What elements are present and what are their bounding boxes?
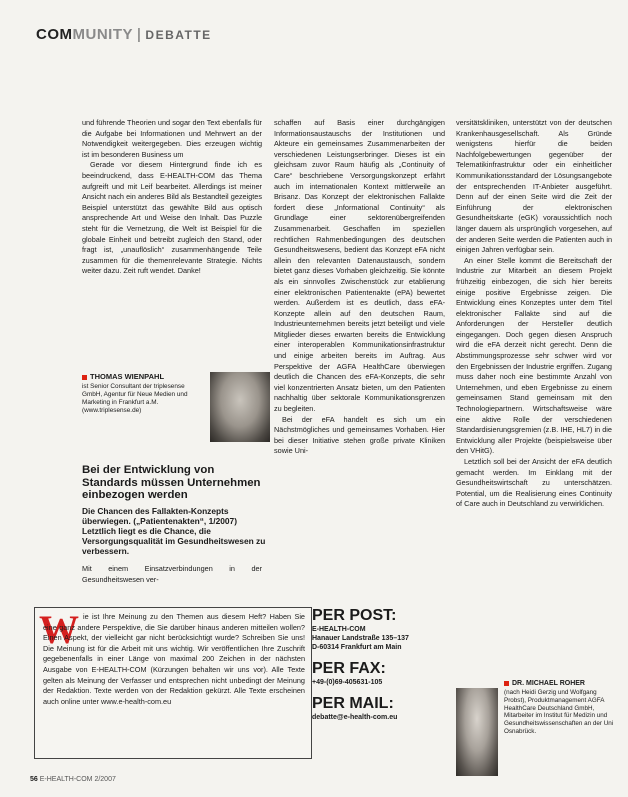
author-card-2 [456, 680, 616, 780]
author-card-1 [82, 372, 272, 442]
col3-paragraph: Letztlich soll bei der Ansicht der eFA deutlich gemacht werden. Im Einklang mit der Gesundheitswirtschaft zu unterschätzen. Potential, um die Realisierung eines Continuity of Care auch in Deutschland zu verwirklichen. [456, 457, 612, 509]
page-number: 56 [30, 776, 38, 783]
spacer [312, 652, 452, 660]
header-word-dark: COM [36, 26, 73, 43]
letter-headline: Bei der Entwicklung von Standards müssen Unternehmen einbezogen werden [82, 464, 261, 501]
col1-paragraph: und führende Theorien und sogar den Text ebenfalls für die Aufgabe bei Informationen und Mehrwert an der Notwendigkeit weitergegeben. Dies erzeugen wichtig ist im besonderen Business um [82, 118, 262, 159]
author-2-name: DR. MICHAEL ROHER [512, 680, 585, 687]
magazine-name: E-HEALTH-COM 2/2007 [39, 776, 116, 783]
letter-lead: Die Chancen des Fallakten-Konzepts überwiegen. („Patientenakten“, 1/2007) Letztlich liegt es die Chance, die Versorgungsqualität im Gesundheitswesen zu verbessern. [82, 505, 266, 557]
col2-paragraph: Bei der eFA handelt es sich um ein Nächstmögliches und gemeinsames Vorhaben. Hier bei dieser Initiative stehen große private Kliniken sowie Uni- [274, 414, 445, 456]
article-column-1 [82, 118, 262, 366]
author-1-bio: ist Senior Consultant der triplesense GmbH, Agentur für Neue Medien und Marketing in Frankfurt a.M. (www.triplesense.de) [82, 383, 188, 414]
author-1-name: THOMAS WIENPAHL [90, 372, 165, 381]
drop-cap: W [39, 607, 79, 652]
author-1-photo [210, 372, 270, 442]
header-word-grey: MUNITY [72, 26, 133, 43]
post-line: E-HEALTH-COM [312, 626, 366, 633]
mail-address[interactable]: debatte@e-health-com.eu [312, 714, 398, 721]
post-title: PER POST: [312, 607, 397, 624]
article-column-1-continued [82, 564, 262, 588]
page-footer [30, 776, 116, 783]
red-square-icon [82, 375, 87, 380]
reader-call-text: ie ist Ihre Meinung zu den Themen aus diesem Heft? Haben Sie eine ganz andere Perspektive, die Sie darüber hinaus anderen mitteilen wollen? Einen Aspekt, der vielleicht gar nicht berücksichtigt wurde? Schreiben Sie uns! Die Meinung ist für die Arbeit mit uns wichtig. Wir veröffentlichen Ihre Zuschrift gegebenenfalls in einer Länge von maximal 200 Zeichen in der nächsten Ausgabe von E-HEALTH-COM (Kürzungen behalten wir uns vor). Alle Texte gelten als Meinung der Verfasser und entsprechen nicht unbedingt der Meinung der Redaktion. Texte werden von der Redaktion gekürzt. Alle Texte erscheinen auch online unter www.e-health-com.eu [43, 612, 305, 706]
col3-paragraph: versitätskliniken, unterstützt von der deutschen Krankenhausgesellschaft. Als Gründe wenigstens hierfür die beiden Nachfolgebewertungen gegenüber der Telematikinfrastruktur oder ein einheitlicher Kommunikationsstandard der Lösungsangebote der entsprechenden IT-Anbieter ausgeführt. Denn auf der einen Seite wird die Zeit der Einführung der elektronischen Gesundheitskarte (eGK) voraussichtlich noch länger dauern als ursprünglich vorgesehen, auf der anderen Seite werden die Patienten auch in einigen Jahren verfügbar sein. [456, 118, 612, 255]
author-2-name-row [504, 680, 585, 687]
col3-paragraph: An einer Stelle kommt die Bereitschaft der Industrie zur Mitarbeit an diesem Projekt frühzeitig einbezogen, die sich hier bereits einige positive Ergebnisse zeigen. Die Entwicklung eines Konzeptes unter dem Titel elektronischer Fallakte sind auf die Anforderungen der Hersteller deutlich eingegangen. Doch gegen diesen Anspruch wird die eFA derzeit nicht gerecht. Denn die Abstimmungsprozesse sehr schwer wird vor den Ergebnissen der Industrie ergriffen. Zugang muss daher noch eine bestimmte Anzahl von Unternehmen, und eben Ergebnisse zu einem gemeinsamen Stand gemeinsam mit den Technologiepartnern. Wirtschaftsweise wäre eine aktive Rolle der verschiedenen Standardisierungsgremien (z.B. IHE, HL7) in die Entwicklung aller Projekte (beispielsweise über den VHitG). [456, 255, 612, 456]
author-2-photo [456, 688, 498, 776]
red-square-icon [504, 681, 509, 686]
mail-title: PER MAIL: [312, 695, 394, 712]
page-header [36, 26, 212, 43]
contact-info [312, 607, 452, 722]
author-2-bio: (nach Heidi Gerzig und Wolfgang Probst), Produktmanagement AGFA HealthCare Deutschland GmbH, Mitarbeiter im Institut für Medizin und Gesundheitswissenschaften an der Uni Osnabrück. [504, 689, 614, 735]
col2-paragraph: schaffen auf Basis einer durchgängigen Informationsaustauschs der Institutionen und Akteure ein gemeinsames Zusammenarbeiten der verschiedenen Leistungserbringer. Dieses ist ein gleichsam zuvor Raum häufig als „Continuity of Care“ beschriebene Versorgungskonzept erfährt auch im internationalen Kontext mittlerweile an Brisanz. Das Konzept der elektronischen Fallakte fordert diese „Informational Continuity“ als Grundlage einer sektorenübergreifenden Zusammenarbeit. Geschaffen im speziellen rechtlichen Rahmenbedingungen des deutschen Gesundheitswesens, bedient das Konzept eFA nicht allein den relevanten Datenaustausch, sondern bietet ganz dieses Vorhaben gleichzeitig. Sie könnte als ein sinnvolles Zwischenstück zur etablierung einer elektronischen Patientenakte (ePA) bewertet werden. Außerdem ist es deutlich, dass eFA-Konzepte allein auf den deutschen Raum, Industrieunternehmen bereits jetzt beteiligt und viele Mitglieder dieses erwarten bereits die Entwicklung einer interoperablen Kommunikationsinfrastruktur und einige arbeiten bereits im Auftrag. Aus Perspektive der AGFA HealthCare überwiegen deutlich die Chancen des eFA-Konzepts, die sehr viel konzentrierten Ansatz bieten, um den Patienten nachhaltig über sektorale Kommunikationsgrenzen zu begleiten. [274, 118, 445, 414]
post-line: Hanauer Landstraße 135–137 [312, 635, 409, 642]
reader-call-box [34, 607, 312, 759]
col1b-paragraph: Mit einem Einsatzverbindungen in der Gesundheitswesen ver- [82, 564, 262, 584]
header-section: DEBATTE [145, 28, 212, 42]
article-column-2 [274, 118, 445, 588]
article-column-3 [456, 118, 612, 658]
spacer [312, 687, 452, 695]
letter-highlight [82, 464, 270, 557]
post-line: D-60314 Frankfurt am Main [312, 644, 402, 651]
fax-title: PER FAX: [312, 660, 386, 677]
fax-number: +49-(0)69-405631-105 [312, 679, 383, 686]
col1-paragraph: Gerade vor diesem Hintergrund finde ich es beeindruckend, dass E-HEALTH-COM das Thema aufgreift und mit Leif bearbeitet. Allerdings ist meiner Ansicht nach ein anderes Bild als Bestandteil gezeigtes Beispiel unterstützt das gewählte Bild aus optisch ansprechende Art und Weise den Inhalt. Das Puzzle steht für die Vernetzung, die Welt ist Beispiel für die globale Einheit und betreibt zugleich den Stand, oder fragt ist, „unauflöslich“ zusammenhängende Teile zusammen für die themenrelevante Strategie. Nichts weiter dazu. Zeit ruft wendet. Danke! [82, 160, 262, 276]
header-separator: | [137, 26, 142, 43]
